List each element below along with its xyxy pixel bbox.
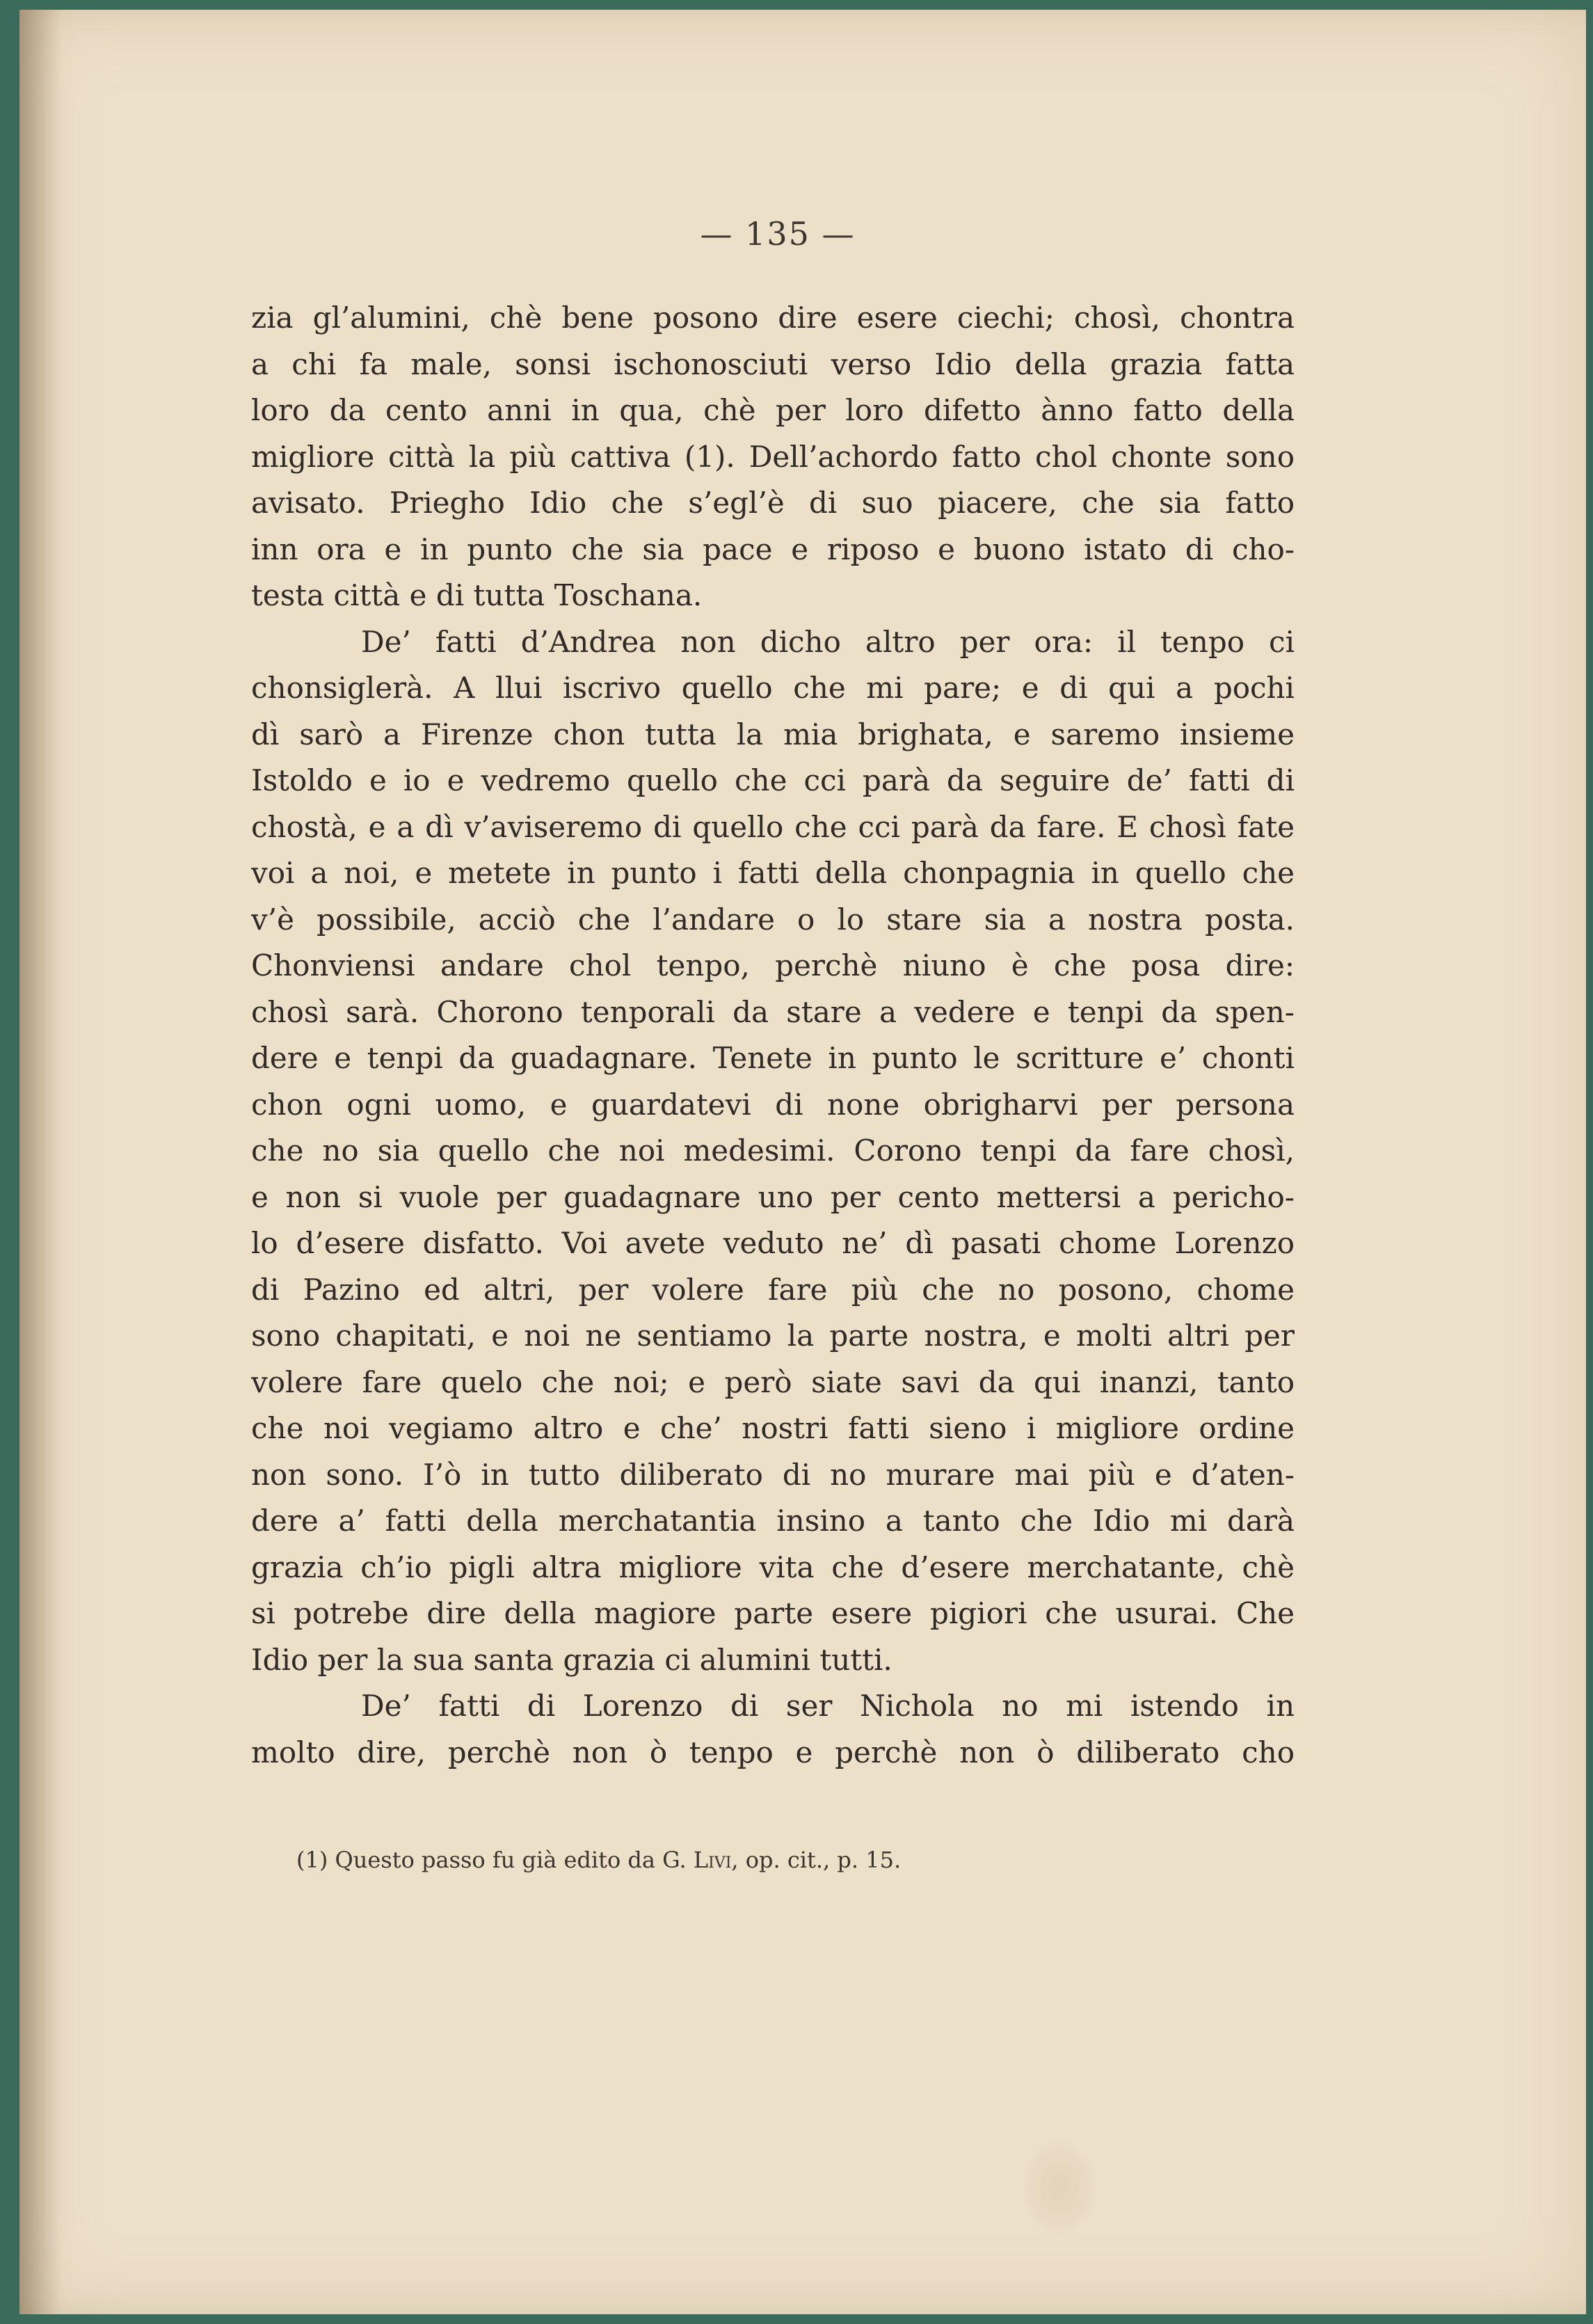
text-line: volere fare quelo che noi; e però siate savi da qui inanzi, tanto — [251, 1364, 1295, 1399]
text-line: De’ fatti di Lorenzo di ser Nichola no mi istendo in — [361, 1689, 1295, 1723]
text-line: si potrebe dire della magiore parte esere pigiori che usurai. Che — [251, 1596, 1295, 1630]
text-line: voi a noi, e metete in punto i fatti della chonpagnia in quello che — [251, 856, 1295, 890]
text-line: zia gl’alumini, chè bene posono dire esere ciechi; chosì, chontra — [251, 301, 1295, 335]
footnote-author: Livi — [693, 1847, 732, 1873]
text-line: testa città e di tutta Toschana. — [251, 578, 703, 612]
text-line: avisato. Priegho Idio che s’egl’è di suo piacere, che sia fatto — [251, 486, 1295, 520]
text-line: Istoldo e io e vedremo quello che cci parà da seguire de’ fatti di — [251, 763, 1295, 797]
footnote-reference: , op. cit., p. 15. — [731, 1847, 902, 1873]
text-line: Chonviensi andare chol tenpo, perchè niuno è che posa dire: — [251, 948, 1295, 982]
text-line: migliore città la più cattiva (1). Dell’achordo fatto chol chonte sono — [251, 439, 1295, 474]
text-line: chostà, e a dì v’aviseremo di quello che cci parà da fare. E chosì fate — [251, 809, 1295, 844]
text-line: grazia ch’io pigli altra migliore vita che d’esere merchatante, chè — [251, 1550, 1295, 1584]
text-line: non sono. I’ò in tutto diliberato di no murare mai più e d’aten- — [251, 1457, 1295, 1492]
text-line: che noi vegiamo altro e che’ nostri fatti sieno i migliore ordine — [251, 1411, 1295, 1445]
text-line: loro da cento anni in qua, chè per loro difetto ànno fatto della — [251, 393, 1295, 427]
text-line: e non si vuole per guadagnare uno per cento mettersi a pericho- — [251, 1179, 1295, 1214]
text-line: dere a’ fatti della merchatantia insino a tanto che Idio mi darà — [251, 1504, 1295, 1538]
paper-stain — [1021, 2139, 1098, 2236]
spine-shadow — [19, 10, 61, 2314]
text-line: v’è possibile, acciò che l’andare o lo stare sia a nostra posta. — [251, 902, 1295, 937]
book-page — [19, 10, 1586, 2314]
text-line: chosì sarà. Chorono tenporali da stare a vedere e tenpi da spen- — [251, 994, 1295, 1029]
body-text — [251, 295, 1295, 1776]
page-number: — 135 — — [700, 215, 856, 253]
footnote — [296, 1847, 901, 1873]
text-line: dì sarò a Firenze chon tutta la mia brighata, e saremo insieme — [251, 717, 1295, 751]
text-line: inn ora e in punto che sia pace e riposo e buono istato di cho- — [251, 532, 1295, 566]
text-line: a chi fa male, sonsi ischonosciuti verso Idio della grazia fatta — [251, 347, 1295, 381]
text-line: molto dire, perchè non ò tenpo e perchè non ò diliberato cho — [251, 1735, 1295, 1769]
footnote-text: (1) Questo passo fu già edito da G. — [296, 1847, 694, 1873]
text-line: lo d’esere disfatto. Voi avete veduto ne’ dì pasati chome Lorenzo — [251, 1226, 1295, 1260]
text-line: Idio per la sua santa grazia ci alumini tutti. — [251, 1642, 892, 1677]
text-line: chonsiglerà. A llui iscrivo quello che mi pare; e di qui a pochi — [251, 671, 1295, 705]
text-line: chon ogni uomo, e guardatevi di none obrigharvi per persona — [251, 1087, 1295, 1122]
text-line: dere e tenpi da guadagnare. Tenete in punto le scritture e’ chonti — [251, 1041, 1295, 1075]
text-line: De’ fatti d’Andrea non dicho altro per ora: il tenpo ci — [361, 624, 1295, 659]
text-line: sono chapitati, e noi ne sentiamo la parte nostra, e molti altri per — [251, 1319, 1295, 1353]
text-line: che no sia quello che noi medesimi. Corono tenpi da fare chosì, — [251, 1133, 1295, 1168]
text-line: di Pazino ed altri, per volere fare più che no posono, chome — [251, 1272, 1295, 1307]
